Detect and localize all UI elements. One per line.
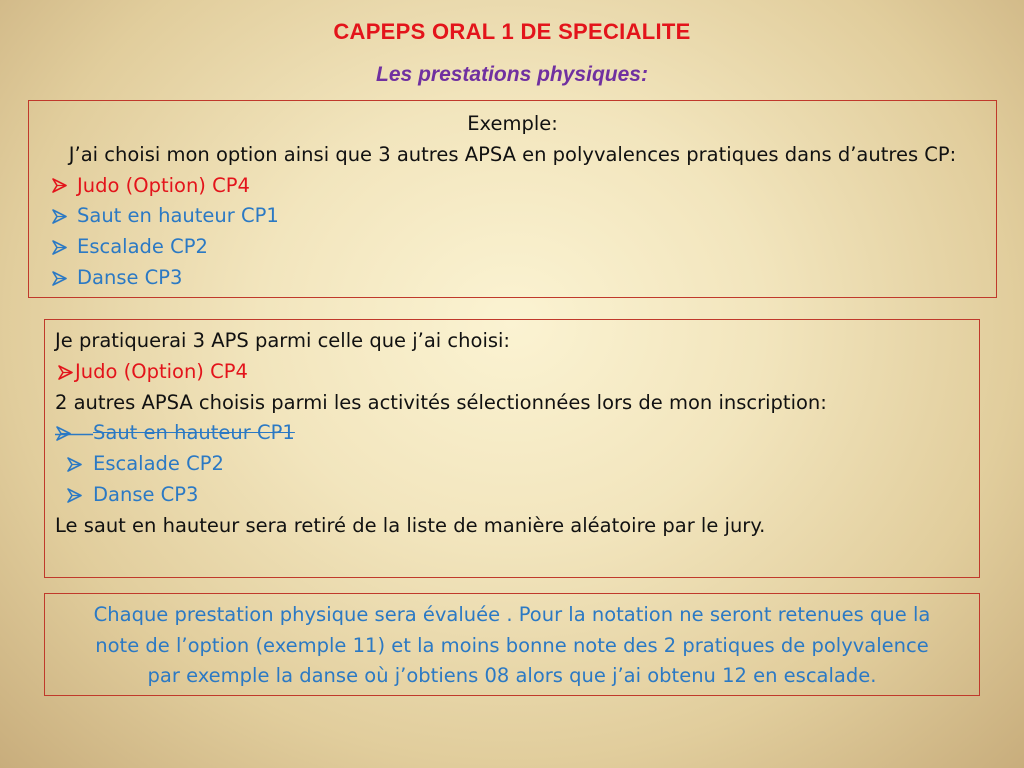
slide-subtitle: Les prestations physiques:: [376, 63, 648, 86]
arrow-bullet-icon: [41, 271, 77, 286]
arrow-bullet-icon: [55, 488, 93, 503]
practice-middle: 2 autres APSA choisis parmi les activités sélectionnées lors de mon inscription:: [55, 390, 827, 414]
list-item-label: Saut en hauteur CP1: [93, 421, 295, 445]
arrow-bullet-icon: [41, 178, 77, 193]
list-item-label: Judo (Option) CP4: [77, 173, 250, 197]
list-item: [41, 232, 984, 263]
list-item-label: Danse CP3: [93, 482, 199, 506]
list-item: [55, 449, 969, 480]
practice-intro: Je pratiquerai 3 APS parmi celle que j’ai choisi:: [55, 329, 511, 352]
arrow-bullet-icon: [41, 209, 77, 224]
list-item: [41, 201, 984, 232]
grading-line: par exemple la danse où j’obtiens 08 alors que j’ai obtenu 12 en escalade.: [147, 664, 877, 687]
list-item: [41, 171, 984, 202]
list-item-label: Saut en hauteur CP1: [77, 204, 279, 228]
list-item-label: Danse CP3: [77, 265, 183, 289]
option-item: [55, 357, 969, 388]
example-box: [28, 100, 997, 298]
practice-conclusion: Le saut en hauteur sera retiré de la liste de manière aléatoire par le jury.: [55, 513, 766, 537]
grading-box: [44, 593, 980, 696]
grading-line: note de l’option (exemple 11) et la moins bonne note des 2 pratiques de polyvalence: [95, 633, 929, 657]
arrow-bullet-icon: [55, 457, 93, 472]
arrow-bullet-icon: [55, 426, 93, 441]
list-item-struck: [55, 418, 969, 449]
practice-box: [44, 319, 980, 578]
example-intro: J’ai choisi mon option ainsi que 3 autres APSA en polyvalences pratiques dans d’autres CP:: [68, 142, 957, 166]
option-item-label: Judo (Option) CP4: [75, 359, 248, 383]
arrow-bullet-icon: [55, 365, 75, 380]
slide-title: CAPEPS ORAL 1 DE SPECIALITE: [333, 19, 691, 44]
arrow-bullet-icon: [41, 240, 77, 255]
list-item-label: Escalade CP2: [77, 235, 208, 259]
example-heading: Exemple:: [467, 112, 558, 135]
grading-line: Chaque prestation physique sera évaluée . Pour la notation ne seront retenues que la: [93, 603, 931, 626]
list-item: [41, 263, 984, 294]
list-item: [55, 480, 969, 511]
list-item-label: Escalade CP2: [93, 452, 224, 476]
